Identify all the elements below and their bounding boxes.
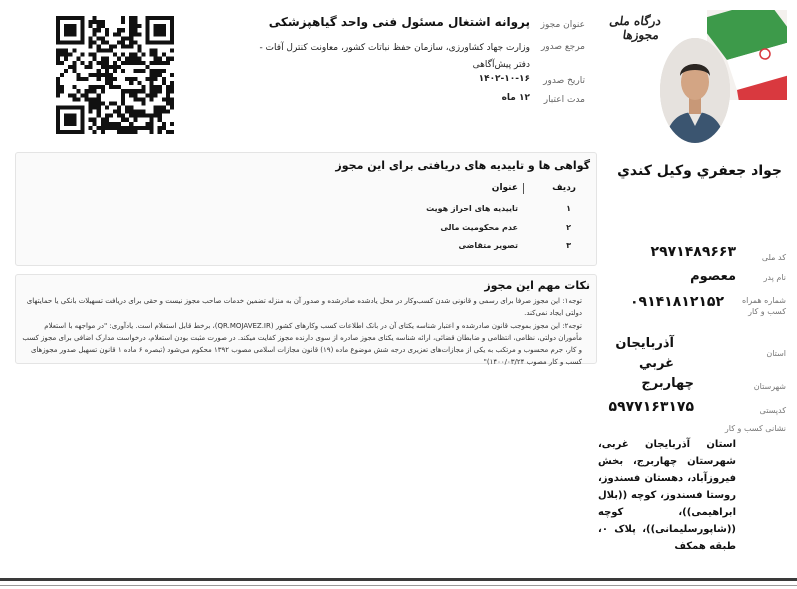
- row-title: عدم محکومیت مالی: [440, 223, 518, 232]
- city-label: شهرستان: [753, 382, 786, 391]
- notes-heading: نکات مهم این مجوز: [484, 279, 590, 292]
- bottom-border-thin: [0, 585, 797, 586]
- province-value: آذربايجان غربي: [615, 336, 674, 371]
- city-value: چهاربرج: [641, 376, 694, 391]
- postal-code-label: کدپستی: [759, 406, 786, 415]
- note-1: توجه۱: این مجوز صرفا برای رسمی و قانونی شدن کسب‌‌وکار در محل یادشده صادرشده و صدور آن به منزله تضمین خدمات صاحب مجوز نیست و حقی برای دریافت تسهیلات بانکی یا حمایتهای دولتی ایجاد نمی‌کند.: [26, 297, 582, 317]
- certificates-heading: گواهی ها و تاییدیه های دریافتی برای این مجوز: [335, 159, 590, 172]
- permit-title-label: عنوان مجوز: [540, 20, 585, 30]
- national-id-value: ۲۹۷۱۴۸۹۶۶۳: [650, 244, 736, 260]
- father-name-label: نام پدر: [763, 273, 786, 282]
- row-title: تصویر متقاضی: [458, 241, 518, 250]
- holder-name: جواد جعفري وكيل كندي: [617, 163, 782, 179]
- validity-value: ۱۲ ماه: [501, 93, 530, 103]
- portal-logo: درگاه ملی مجوزها: [608, 14, 662, 42]
- address-label: نشانی کسب و کار: [724, 424, 786, 433]
- note-2: توجه۲: این مجوز بموجب قانون صادرشده و اعتبار شناسه یکتای آن در بانک اطلاعات کسب وکارهای کشور (QR.MOJAVEZ.IR)، برخط قابل استعلام است. یادآوری: "در مواجهه با استعلام مأموران دولتی، نظامی، انتظامی و ضابطان قضائی، ارائه شناسه یکتای مجوز صادره از سوی دارنده مجوز کفایت میکند. در صورت مثبت بودن استعلام، درخواست مدارک اضافی برای مجوز کسب و کار، جرم محسوب و مرتکب به یکی از مجازات‌‌های تعزیری درجه شش موضوع ماده (۱۹) قانون مجازات اسلامی مصوب ۱۳۹۲ محکوم می‌شود (تبصره ۶ ماده ۱ قانون تسهیل صدور مجوزهای کسب و کار مصوب ۱۴۰۰/۰۳/۲۴)": [22, 322, 582, 366]
- province-label: استان: [766, 349, 786, 358]
- row-title: تاییدیه های احراز هویت: [426, 204, 518, 213]
- row-index: ۳: [566, 241, 571, 250]
- mobile-value: ۰۹۱۴۱۸۱۲۱۵۲: [630, 294, 724, 310]
- holder-photo: [660, 38, 730, 143]
- qr-code: [56, 16, 174, 134]
- certificates-panel: [15, 152, 597, 266]
- father-name-value: معصوم: [690, 269, 736, 284]
- issuer-value: وزارت جهاد کشاورزی، سازمان حفظ نباتات کشور، معاونت کنترل آفات - دفتر پیش‌آگاهی: [259, 43, 530, 70]
- bottom-border: [0, 578, 797, 581]
- column-title-header: عنوان: [491, 183, 518, 193]
- issue-date-label: تاریخ صدور: [543, 76, 585, 86]
- validity-label: مدت اعتبار: [543, 95, 585, 105]
- address-value: استان آذربایجان غربی، شهرستان چهاربرج، بخش فيروزآباد، دهستان فسندوز، روستا فسندوز، کوچه ((بلال ابراهیمی))، کوچه ((شاپورسلیمانی))، پلاک ۰، طبقه همکف: [598, 439, 736, 552]
- permit-title: پروانه اشتغال مسئول فنی واحد گیاهپزشکی: [268, 15, 530, 29]
- postal-code-value: ۵۹۷۷۱۶۳۱۷۵: [608, 399, 694, 415]
- issuer-label: مرجع صدور: [540, 42, 585, 52]
- issue-date-value: ۱۴۰۲-۱۰-۱۶: [478, 74, 530, 84]
- column-index-header: ردیف: [552, 183, 576, 193]
- row-index: ۲: [566, 223, 571, 232]
- row-index: ۱: [566, 204, 571, 213]
- national-id-label: کد ملی: [761, 253, 786, 262]
- column-separator: [523, 183, 524, 194]
- mobile-label: شماره همراه کسب و کار: [741, 296, 786, 316]
